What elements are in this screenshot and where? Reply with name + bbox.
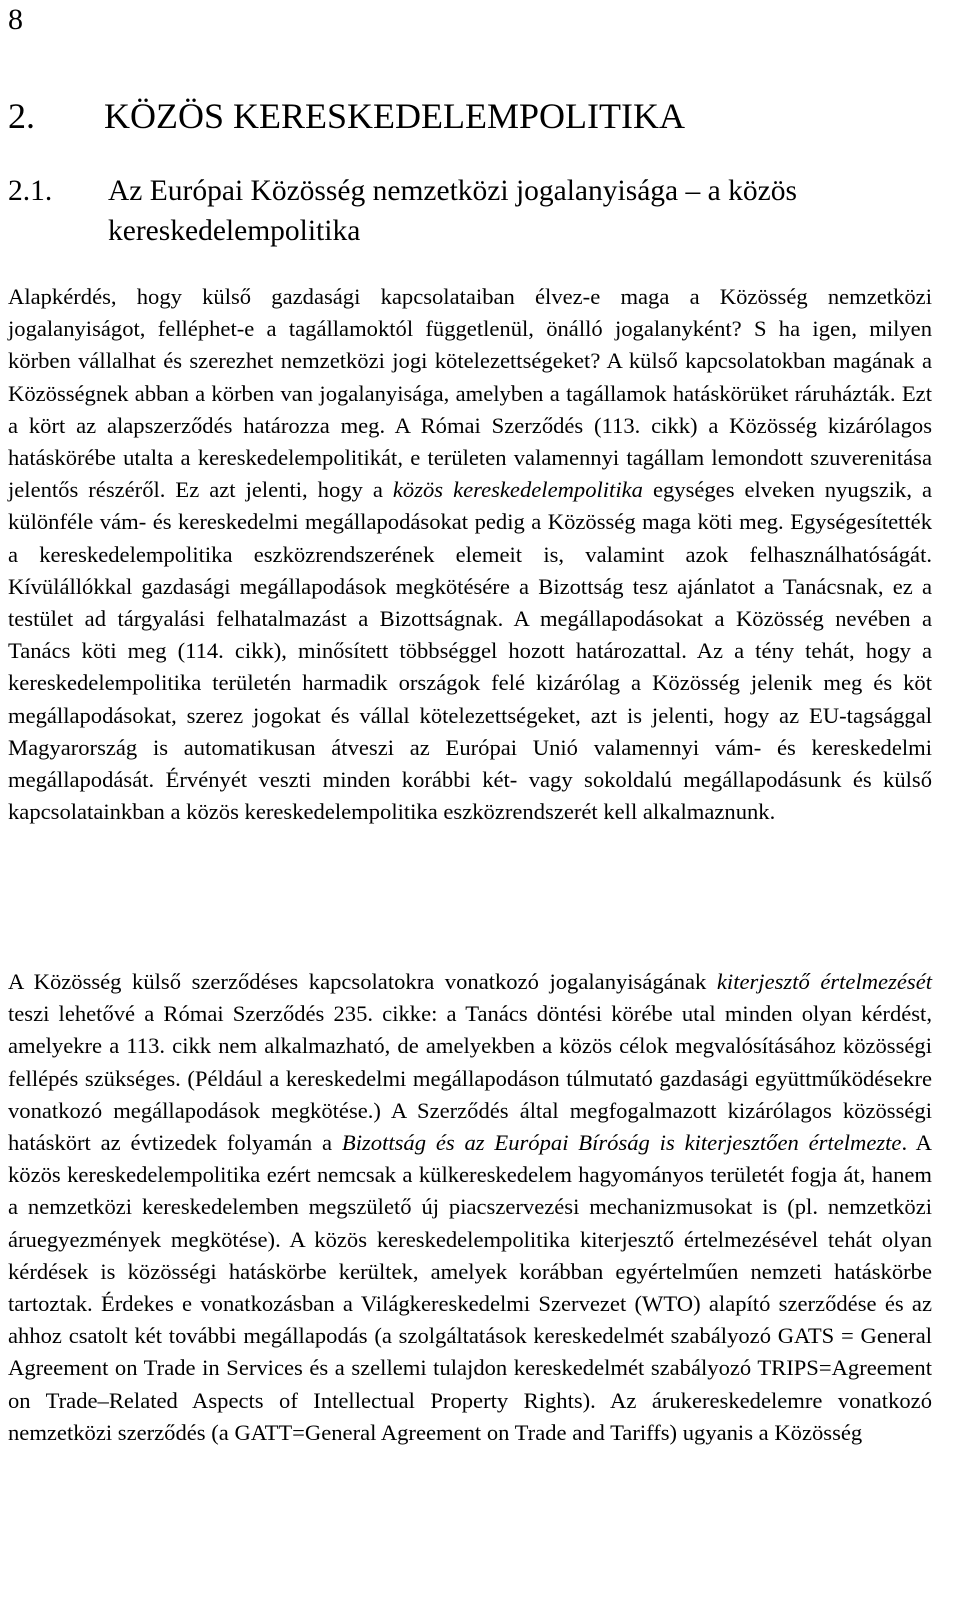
section-title: Az Európai Közösség nemzetközi jogalanyisága – a közös kereskedelempolitika <box>108 175 797 247</box>
body-paragraph-2 <box>8 966 932 1449</box>
italic-term: Bizottság és az Európai Bíróság is kiterjesztően értelmezte <box>341 1130 902 1156</box>
section-number: 2.1. <box>8 175 53 207</box>
paragraph-text: A Közösség külső szerződéses kapcsolatokra vonatkozó jogalanyiságának <box>8 969 717 994</box>
body-paragraph-1 <box>8 281 932 828</box>
chapter-title: KÖZÖS KERESKEDELEMPOLITIKA <box>104 96 685 136</box>
paragraph-text: . A közös kereskedelempolitika ezért nemcsak a külkereskedelem hagyományos területét fogja át, hanem a nemzetközi kereskedelemben megszülető új piacszervezési mechanizmusokat is (pl. nemzetközi áruegyezmények megkötése). A közös kereskedelempolitika kiterjesztő értelmezésével tehát olyan kérdések is közösségi hatáskörbe kerültek, amelyek korábban egyértelműen nemzeti hatáskörbe tartoztak. Érdekes e vonatkozásban a Világkereskedelmi Szervezet (WTO) alapító szerződése és az ahhoz csatolt két további megállapodás (a szolgáltatások kereskedelmét szabályozó GATS = General Agreement on Trade in Services és a szellemi tulajdon kereskedelmét szabályozó TRIPS=Agreement on Trade–Related Aspects of Intellectual Property Rights). Az árukereskedelemre vonatkozó nemzetközi szerződés (a GATT=General Agreement on Trade and Tariffs) ugyanis a Közösség <box>8 1130 932 1445</box>
page-number: 8 <box>8 3 23 36</box>
paragraph-text: Alapkérdés, hogy külső gazdasági kapcsolataiban élvez-e maga a Közösség nemzetközi jogalanyiságot, felléphet-e a tagállamoktól függetlenül, önálló jogalanyként? S ha igen, milyen körben vállalhat és szerezhet nemzetközi jogi kötelezettségeket? A külső kapcsolatokban magának a Közösségnek abban a körben van jogalanyisága, amelyben a tagállamok hatáskörüket ráruházták. Ezt a kört az alapszerződés határozza meg. A Római Szerződés (113. cikk) a Közösség kizárólagos hatáskörébe utalta a kereskedelempolitikát, e területen valamennyi tagállam lemondott szuverenitása jelentős részéről. Ez azt jelenti, hogy a <box>8 284 932 503</box>
paragraph-text: egységes elveken nyugszik, a különféle vám- és kereskedelmi megállapodásokat pedig a Közösség maga köti meg. Egységesítették a kereskedelempolitika eszközrendszerének elemeit is, valamint azok felhasználhatóságát. Kívülállókkal gazdasági megállapodások megkötésére a Bizottság tesz ajánlatot a Tanácsnak, ez a testület ad tárgyalási felhatalmazást a Bizottságnak. A megállapodásokat a Közösség nevében a Tanács köti meg (114. cikk), minősített többséggel hozott határozattal. Az a tény tehát, hogy a kereskedelempolitika területén harmadik országok felé kizárólag a Közösség jelenik meg és köt megállapodásokat, szerez jogokat és vállal kötelezettségeket, azt is jelenti, hogy az EU-tagsággal Magyarország is automatikusan átveszi az Európai Unió valamennyi vám- és kereskedelmi megállapodását. Érvényét veszti minden korábbi két- vagy sokoldalú megállapodásunk és külső kapcsolatainkban a közös kereskedelempolitika eszközrendszerét kell alkalmaznunk. <box>8 477 933 825</box>
chapter-number: 2. <box>8 96 35 136</box>
italic-term: kiterjesztő értelmezését <box>716 969 933 994</box>
chapter-heading <box>8 94 685 138</box>
italic-term: közös kereskedelempolitika <box>392 477 643 503</box>
paragraph-text: teszi lehetővé a Római Szerződés 235. cikke: a Tanács döntési körébe utal minden olyan kérdést, amelyekre a 113. cikk nem alkalmazható, de amelyekben a közös célok megvalósításához közösségi fellépés szükséges. (Például a kereskedelmi megállapodáson túlmutató gazdasági együttműködésekre vonatkozó megállapodások megkötése.) A Szerződés által megfogalmazott kizárólagos közösségi hatáskört az évtizedek folyamán a <box>8 1001 932 1156</box>
section-heading <box>8 171 932 251</box>
